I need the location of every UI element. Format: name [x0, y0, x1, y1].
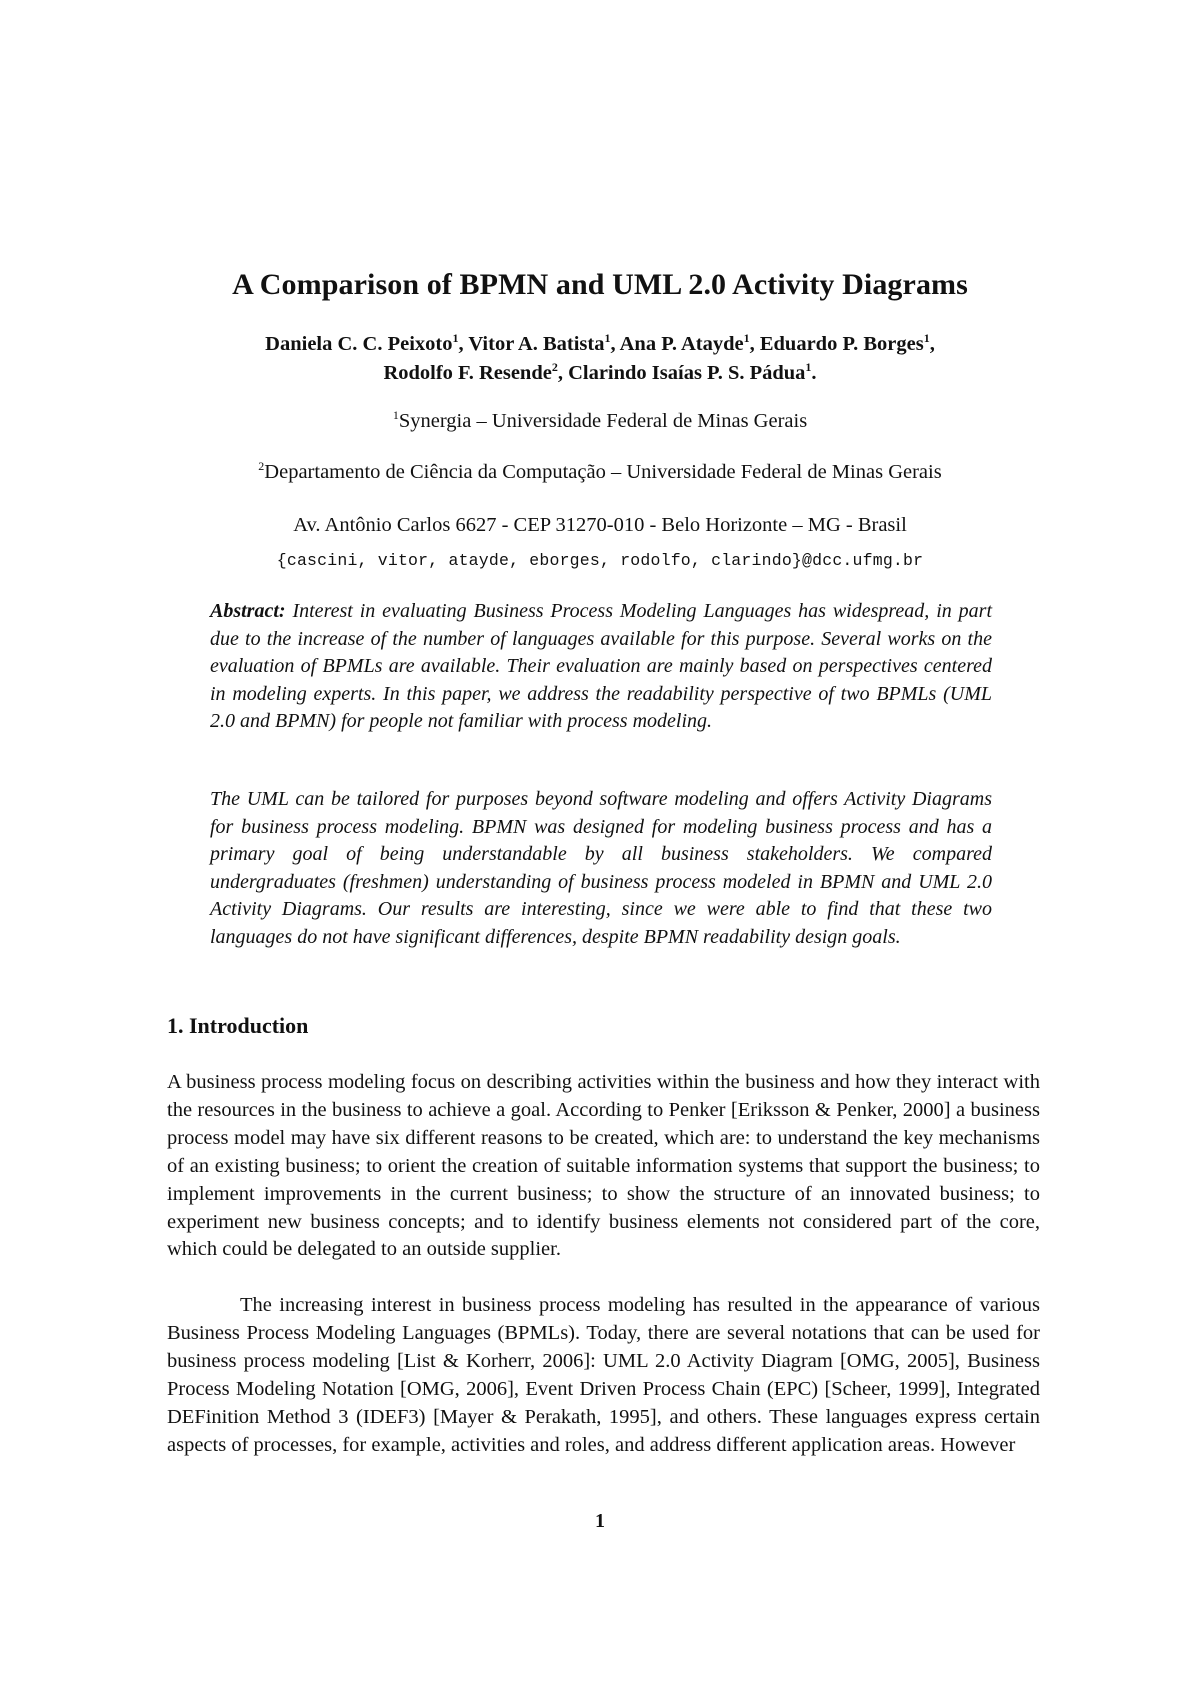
body-paragraph-2: The increasing interest in business process modeling has resulted in the appearance of various Business Process Modeling Languages (BPMLs). Today, there are several notations that can be used for business process modeling [List & Korherr, 2006]: UML 2.0 Activity Diagram [OMG, 2005], Business Process Modeling Notation [OMG, 2006], Event Driven Process Chain (EPC) [Scheer, 1999], Integrated DEFinition Method 3 (IDEF3) [Mayer & Perakath, 1995], and others. These languages express certain aspects of processes, for example, activities and roles, and address different application areas. However [167, 1294, 1040, 1456]
abstract-label: Abstract: [210, 600, 286, 622]
author-separator: , [610, 333, 620, 355]
abstract-paragraph-2: The UML can be tailored for purposes beyond software modeling and offers Activity Diagrams for business process modeling. BPMN was designed for modeling business process and has a primary goal of being understandable by all business stakeholders. We compared undergraduates (freshmen) understanding of business process modeled in BPMN and UML 2.0 Activity Diagrams. Our results are interesting, since we were able to find that these two languages do not have significant differences, despite BPMN readability design goals. [210, 788, 992, 948]
page-number: 1 [595, 1510, 605, 1532]
author-name: Daniela C. C. Peixoto [265, 333, 453, 355]
author-affiliation-mark: 1 [923, 331, 930, 345]
body-paragraph-1: A business process modeling focus on describing activities within the business and how they interact with the resources in the business to achieve a goal. According to Penker [Eriksson & Penker, 2000] a business process model may have six different reasons to be created, which are: to understand the key mechanisms of an existing business; to orient the creation of suitable information systems that support the business; to implement improvements in the current business; to show the structure of an innovated business; to experiment new business concepts; and to identify business elements not considered part of the core, which could be delegated to an outside supplier. [167, 1071, 1040, 1261]
paper-title: A Comparison of BPMN and UML 2.0 Activity Diagrams [232, 268, 968, 301]
affiliation-1 [100, 410, 1100, 433]
author-list [170, 330, 1030, 388]
author-separator: . [811, 362, 817, 384]
author-separator: , [458, 333, 469, 355]
author-affiliation-mark: 1 [604, 331, 611, 345]
author-affiliation-mark: 1 [805, 360, 812, 374]
author-affiliation-mark: 2 [551, 360, 558, 374]
postal-address: Av. Antônio Carlos 6627 - CEP 31270-010 - Belo Horizonte – MG - Brasil [293, 514, 907, 536]
abstract-text: Interest in evaluating Business Process Modeling Languages has widespread, in part due to the increase of the number of languages available for this purpose. Several works on the evaluation of BPMLs are available. Their evaluation are mainly based on perspectives centered in modeling experts. In this paper, we address the readability perspective of two BPMLs (UML 2.0 and BPMN) for people not familiar with process modeling. [210, 600, 993, 733]
author-name: Clarindo Isaías P. S. Pádua [568, 362, 806, 384]
author-name: Vitor A. Batista [468, 333, 605, 355]
affiliation-number: 1 [392, 408, 399, 422]
abstract-paragraph-1 [210, 598, 992, 736]
author-separator: , [557, 362, 569, 384]
author-name: Ana P. Atayde [619, 333, 744, 355]
author-separator: , [929, 333, 935, 355]
affiliation-text: Departamento de Ciência da Computação – Universidade Federal de Minas Gerais [264, 461, 942, 483]
author-affiliation-mark: 1 [743, 331, 750, 345]
author-affiliation-mark: 1 [452, 331, 459, 345]
author-emails: {cascini, vitor, atayde, eborges, rodolfo, clarindo}@dcc.ufmg.br [276, 551, 924, 570]
affiliation-text: Synergia – Universidade Federal de Minas Gerais [398, 410, 808, 432]
author-name: Rodolfo F. Resende [383, 362, 552, 384]
affiliation-2 [100, 461, 1100, 484]
section-heading-introduction: 1. Introduction [167, 1013, 309, 1038]
author-name: Eduardo P. Borges [759, 333, 924, 355]
affiliation-number: 2 [258, 459, 265, 473]
author-separator: , [749, 333, 760, 355]
